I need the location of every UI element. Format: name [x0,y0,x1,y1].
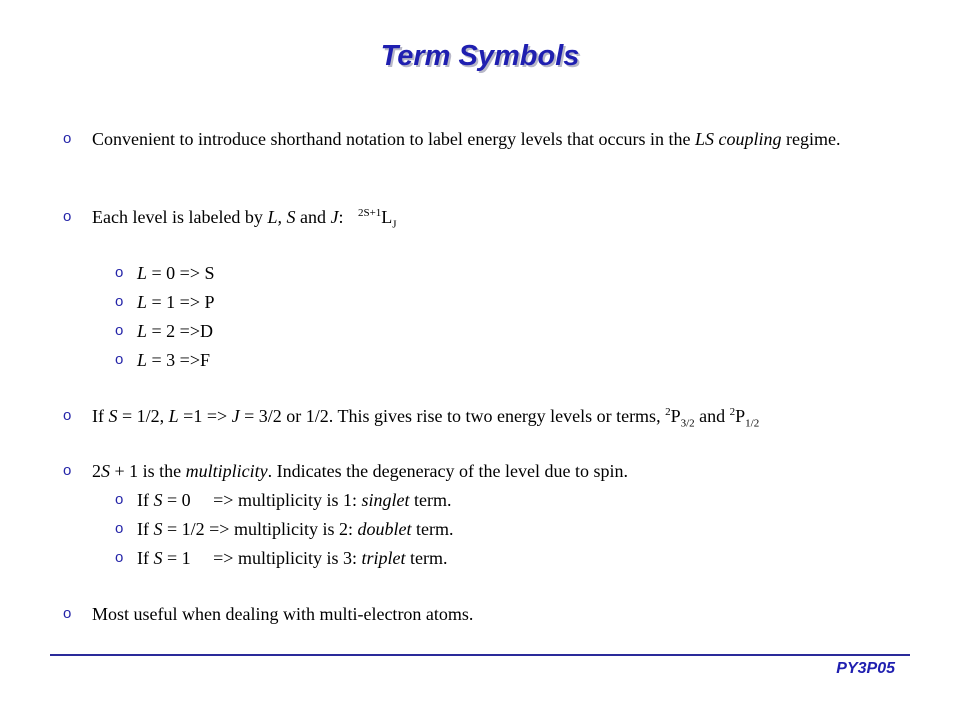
l-var: L [137,292,148,312]
mult-row-2 [137,547,447,569]
mult-post: term. [411,519,454,539]
b4-italic-s: S [101,461,110,481]
term-symbol-sub: J [392,218,397,231]
l-rest: = 3 =>F [147,350,210,370]
b4-text-c: . Indicates the degeneracy of the level due to spin. [267,461,629,481]
mult-pre: If [137,519,154,539]
sub-bullet-marker: o [115,491,124,508]
b1-text-b: regime. [781,129,841,149]
b1-text-a: Convenient to introduce shorthand notation to label energy levels that occurs in the [92,129,696,149]
bullet-4-text [92,460,628,482]
b4-text-a: 2 [92,461,101,481]
b2-italic-ls: L, S [267,207,296,227]
mult-val: = 0 => multiplicity is 1: [162,490,362,510]
b4-italic-multiplicity: multiplicity [185,461,268,481]
b2-italic-j: J [330,207,339,227]
bullet-3-text [92,405,760,430]
mult-pre: If [137,490,154,510]
term-symbol-general [357,207,397,231]
p32-sub: 3/2 [680,417,695,430]
mult-var: S [153,490,163,510]
b2-text-a: Each level is labeled by [92,207,268,227]
p12-base: P [735,406,746,426]
p32-sup: 2 [665,406,671,418]
mult-post: term. [405,548,448,568]
bullet-marker: o [63,208,72,225]
bullet-marker: o [63,407,72,424]
b3-italic-j: J [231,406,240,426]
sub-bullet-marker: o [115,520,124,537]
sub-bullet-marker: o [115,293,124,310]
slide-title: Term Symbols [380,40,580,72]
mult-val: = 1 => multiplicity is 3: [162,548,362,568]
mult-row-1 [137,518,453,540]
b4-text-b: + 1 is the [110,461,186,481]
course-code: PY3P05 [836,660,895,677]
bullet-5-text [92,603,473,625]
p12-sup: 2 [729,406,736,418]
b5-text: Most useful when dealing with multi-electron atoms. [92,604,474,624]
term-symbol-base: L [381,207,393,227]
p32-base: P [670,406,681,426]
b3-text-e: and [694,406,730,426]
mult-var: S [153,519,163,539]
l-row-2 [137,320,213,342]
p12-sub: 1/2 [745,417,760,430]
mult-post: term. [409,490,452,510]
term-symbol-p32 [665,406,695,430]
sub-bullet-marker: o [115,549,124,566]
bullet-2-text [92,206,397,231]
l-var: L [137,350,148,370]
l-rest: = 1 => P [147,292,215,312]
b1-italic-ls: LS coupling [695,129,782,149]
footer-divider [50,654,910,656]
b2-text-b: and [295,207,331,227]
term-symbol-p12 [729,406,760,430]
bullet-1-text [92,128,892,150]
mult-pre: If [137,548,154,568]
mult-val: = 1/2 => multiplicity is 2: [162,519,358,539]
b2-text-c: : [338,207,344,227]
bullet-marker: o [63,462,72,479]
mult-term: doublet [357,519,412,539]
l-row-0 [137,262,214,284]
bullet-marker: o [63,130,72,147]
sub-bullet-marker: o [115,322,124,339]
b3-italic-l: L [168,406,179,426]
term-symbol-sup: 2S+1 [357,207,382,219]
bullet-marker: o [63,605,72,622]
b3-text-a: If [92,406,109,426]
mult-row-0 [137,489,451,511]
b3-text-c: =1 => [178,406,232,426]
l-row-1 [137,291,214,313]
l-var: L [137,263,148,283]
mult-term: triplet [361,548,406,568]
b3-italic-s: S [108,406,118,426]
mult-term: singlet [361,490,410,510]
l-rest: = 2 =>D [147,321,213,341]
l-var: L [137,321,148,341]
b3-text-b: = 1/2, [117,406,169,426]
sub-bullet-marker: o [115,351,124,368]
l-rest: = 0 => S [147,263,215,283]
sub-bullet-marker: o [115,264,124,281]
mult-var: S [153,548,163,568]
b3-text-d: = 3/2 or 1/2. This gives rise to two energy levels or terms, [239,406,666,426]
l-row-3 [137,349,210,371]
